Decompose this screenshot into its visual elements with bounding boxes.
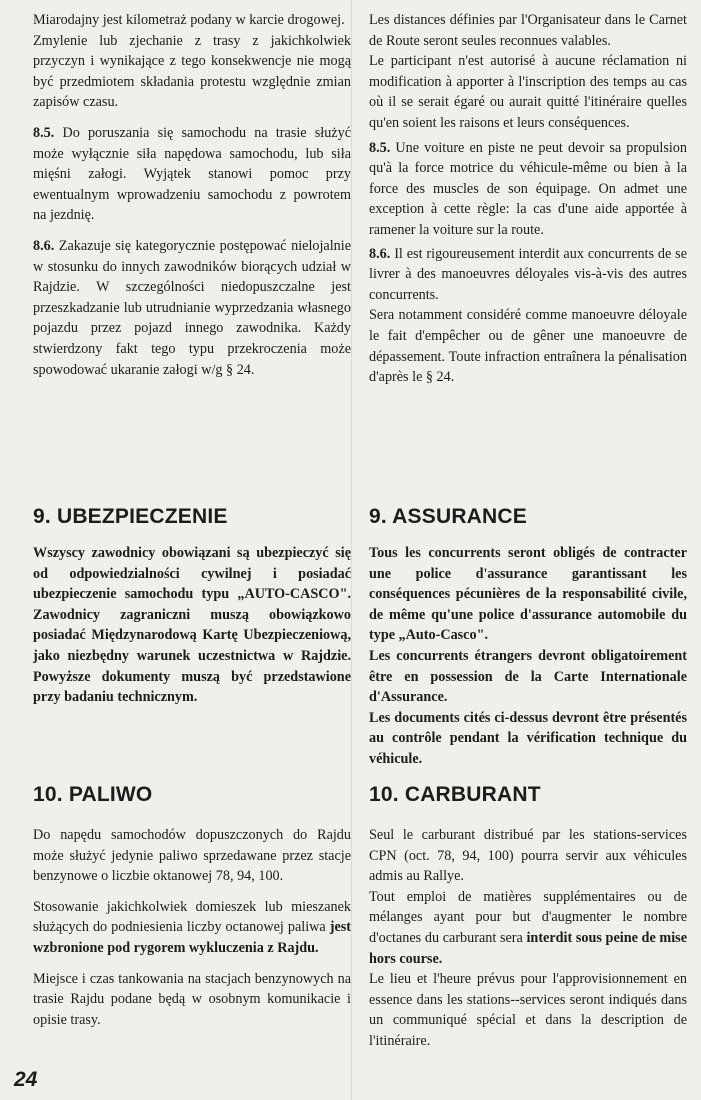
section-10-body <box>33 825 351 1036</box>
section-8-6 <box>33 236 351 380</box>
section-text: Une voiture en piste ne peut devoir sa propulsion qu'à la force motrice du véhicule-même ou bien à la force des muscles de son équipage. On admet une exception à cette règle: la cas d'une aide apportée à ramener la voiture sur la route. <box>369 139 687 238</box>
section-9-body <box>33 543 351 714</box>
fuel-paragraph: Le lieu et l'heure prévus pour l'approvisionnement en essence dans les stations--services seront indiqués dans un communiqué spécial et dans la description de l'itinéraire. <box>369 971 687 1049</box>
intro-paragraph: Zmylenie lub zjechanie z trasy z jakichkolwiek przyczyn i wynikające z tego konsekwencje nie mogą być przedmiotem składania protestu względnie zmian zapisów czasu. <box>33 32 351 111</box>
intro-paragraph: Les distances définies par l'Organisateur dans le Carnet de Route seront seules reconnues valables. <box>369 12 687 49</box>
fuel-prohibition: interdit sous peine de mise hors course. <box>369 929 687 967</box>
section-text: Zakazuje się kategorycznie postępować nielojalnie w stosunku do innych zawodników biorących udział w Rajdzie. W szczególności niedopuszczalne jest przeszkadzanie lub utrudnianie wyprzedzania własnego pojazdu przez pojazd innego zawodnika. Każdy stwierdzony fakt tego typu przekroczenia może spowodować ukaranie załogi w/g § 24. <box>33 237 351 378</box>
column-divider <box>351 0 352 1100</box>
section-number: 8.5. <box>33 124 55 141</box>
french-column <box>369 10 687 394</box>
insurance-paragraph: Les concurrents étrangers devront obligatoirement être en possession de la Carte Internationale d'Assurance. <box>369 647 687 706</box>
section-number: 8.5. <box>369 139 391 156</box>
intro-paragraph: Le participant n'est autorisé à aucune réclamation ni modification à apporter à l'inscription des temps au cas où il se serait égaré ou aurait quitté l'itinéraire quelles qu'en soient les raisons et leurs conséquences. <box>369 53 687 131</box>
fuel-paragraph: Do napędu samochodów dopuszczonych do Rajdu może służyć jedynie paliwo sprzedawane przez stacje benzynowe o liczbie oktanowej 78, 94, 100. <box>33 827 351 885</box>
section-text: Do poruszania się samochodu na trasie służyć może wyłącznie siła napędowa samochodu, lub siła mięśni załogi. Wyjątek stanowi pomoc przy ewentualnym wprowadzeniu samochodu z powrotem na jezdnię. <box>33 124 351 224</box>
fuel-paragraph: Seul le carburant distribué par les stations-services CPN (oct. 78, 94, 100) pourra servir aux véhicules admis au Rallye. <box>369 827 687 885</box>
fuel-text: Tout emploi de matières supplémentaires ou de mélanges ayant pour but d'augmenter le nombre d'octanes du carburant sera <box>369 888 687 946</box>
fuel-paragraph: Miejsce i czas tankowania na stacjach benzynowych na trasie Rajdu podane będą w osobnym komunikacie i opisie trasy. <box>33 970 351 1028</box>
heading-10-carburant: 10. CARBURANT <box>369 783 541 806</box>
section-number: 8.6. <box>369 245 391 262</box>
section-8-6-cont: Sera notamment considéré comme manoeuvre déloyale le fait d'empêcher ou de gêner une manoeuvre de dépassement. Toute infraction entraînera la pénalisation d'après le § 24. <box>369 307 687 386</box>
page-number: 24 <box>14 1068 38 1091</box>
heading-9-ubezpieczenie: 9. UBEZPIECZENIE <box>33 505 228 528</box>
fuel-paragraph <box>33 897 351 959</box>
section-10-body <box>369 825 687 1058</box>
section-number: 8.6. <box>33 237 55 254</box>
fuel-paragraph <box>369 887 687 969</box>
fuel-text: Stosowanie jakichkolwiek domieszek lub mieszanek służących do podniesienia liczby octanowej paliwa <box>33 898 351 936</box>
heading-9-assurance: 9. ASSURANCE <box>369 505 527 528</box>
section-text: Il est rigoureusement interdit aux concurrents de se livrer à des manoeuvres déloyales vis-à-vis des autres concurrents. <box>369 245 688 303</box>
section-8-6 <box>369 244 687 306</box>
fuel-prohibition: jest wzbronione pod rygorem wykluczenia z Rajdu. <box>33 919 351 956</box>
insurance-paragraph: Tous les concurrents seront obligés de contracter une police d'assurance garantissant les conséquences pécunières de la responsabilité civile, de même qu'une police d'assurance automobile du type „Auto-Casco". <box>369 545 687 644</box>
insurance-paragraph: Les documents cités ci-dessus devront être présentés au contrôle pendant la vérification technique du véhicule. <box>369 709 687 767</box>
insurance-paragraph: Wszyscy zawodnicy obowiązani są ubezpieczyć się od odpowiedzialności cywilnej i posiadać ubezpieczenie samochodu typu „AUTO-CASCO". Zawodnicy zagraniczni muszą obowiązkowo posiadać Międzynarodową Kartę Ubezpieczeniową, jako niezbędny warunek uczestnictwa w Rajdzie. Powyższe dokumenty muszą być przedstawione przy badaniu technicznym. <box>33 545 351 706</box>
section-8-5 <box>369 138 687 241</box>
polish-column <box>33 10 351 386</box>
intro-paragraph: Miarodajny jest kilometraż podany w karcie drogowej. <box>33 12 345 28</box>
section-9-body <box>369 543 687 776</box>
heading-10-paliwo: 10. PALIWO <box>33 783 153 806</box>
section-8-5 <box>33 123 351 226</box>
